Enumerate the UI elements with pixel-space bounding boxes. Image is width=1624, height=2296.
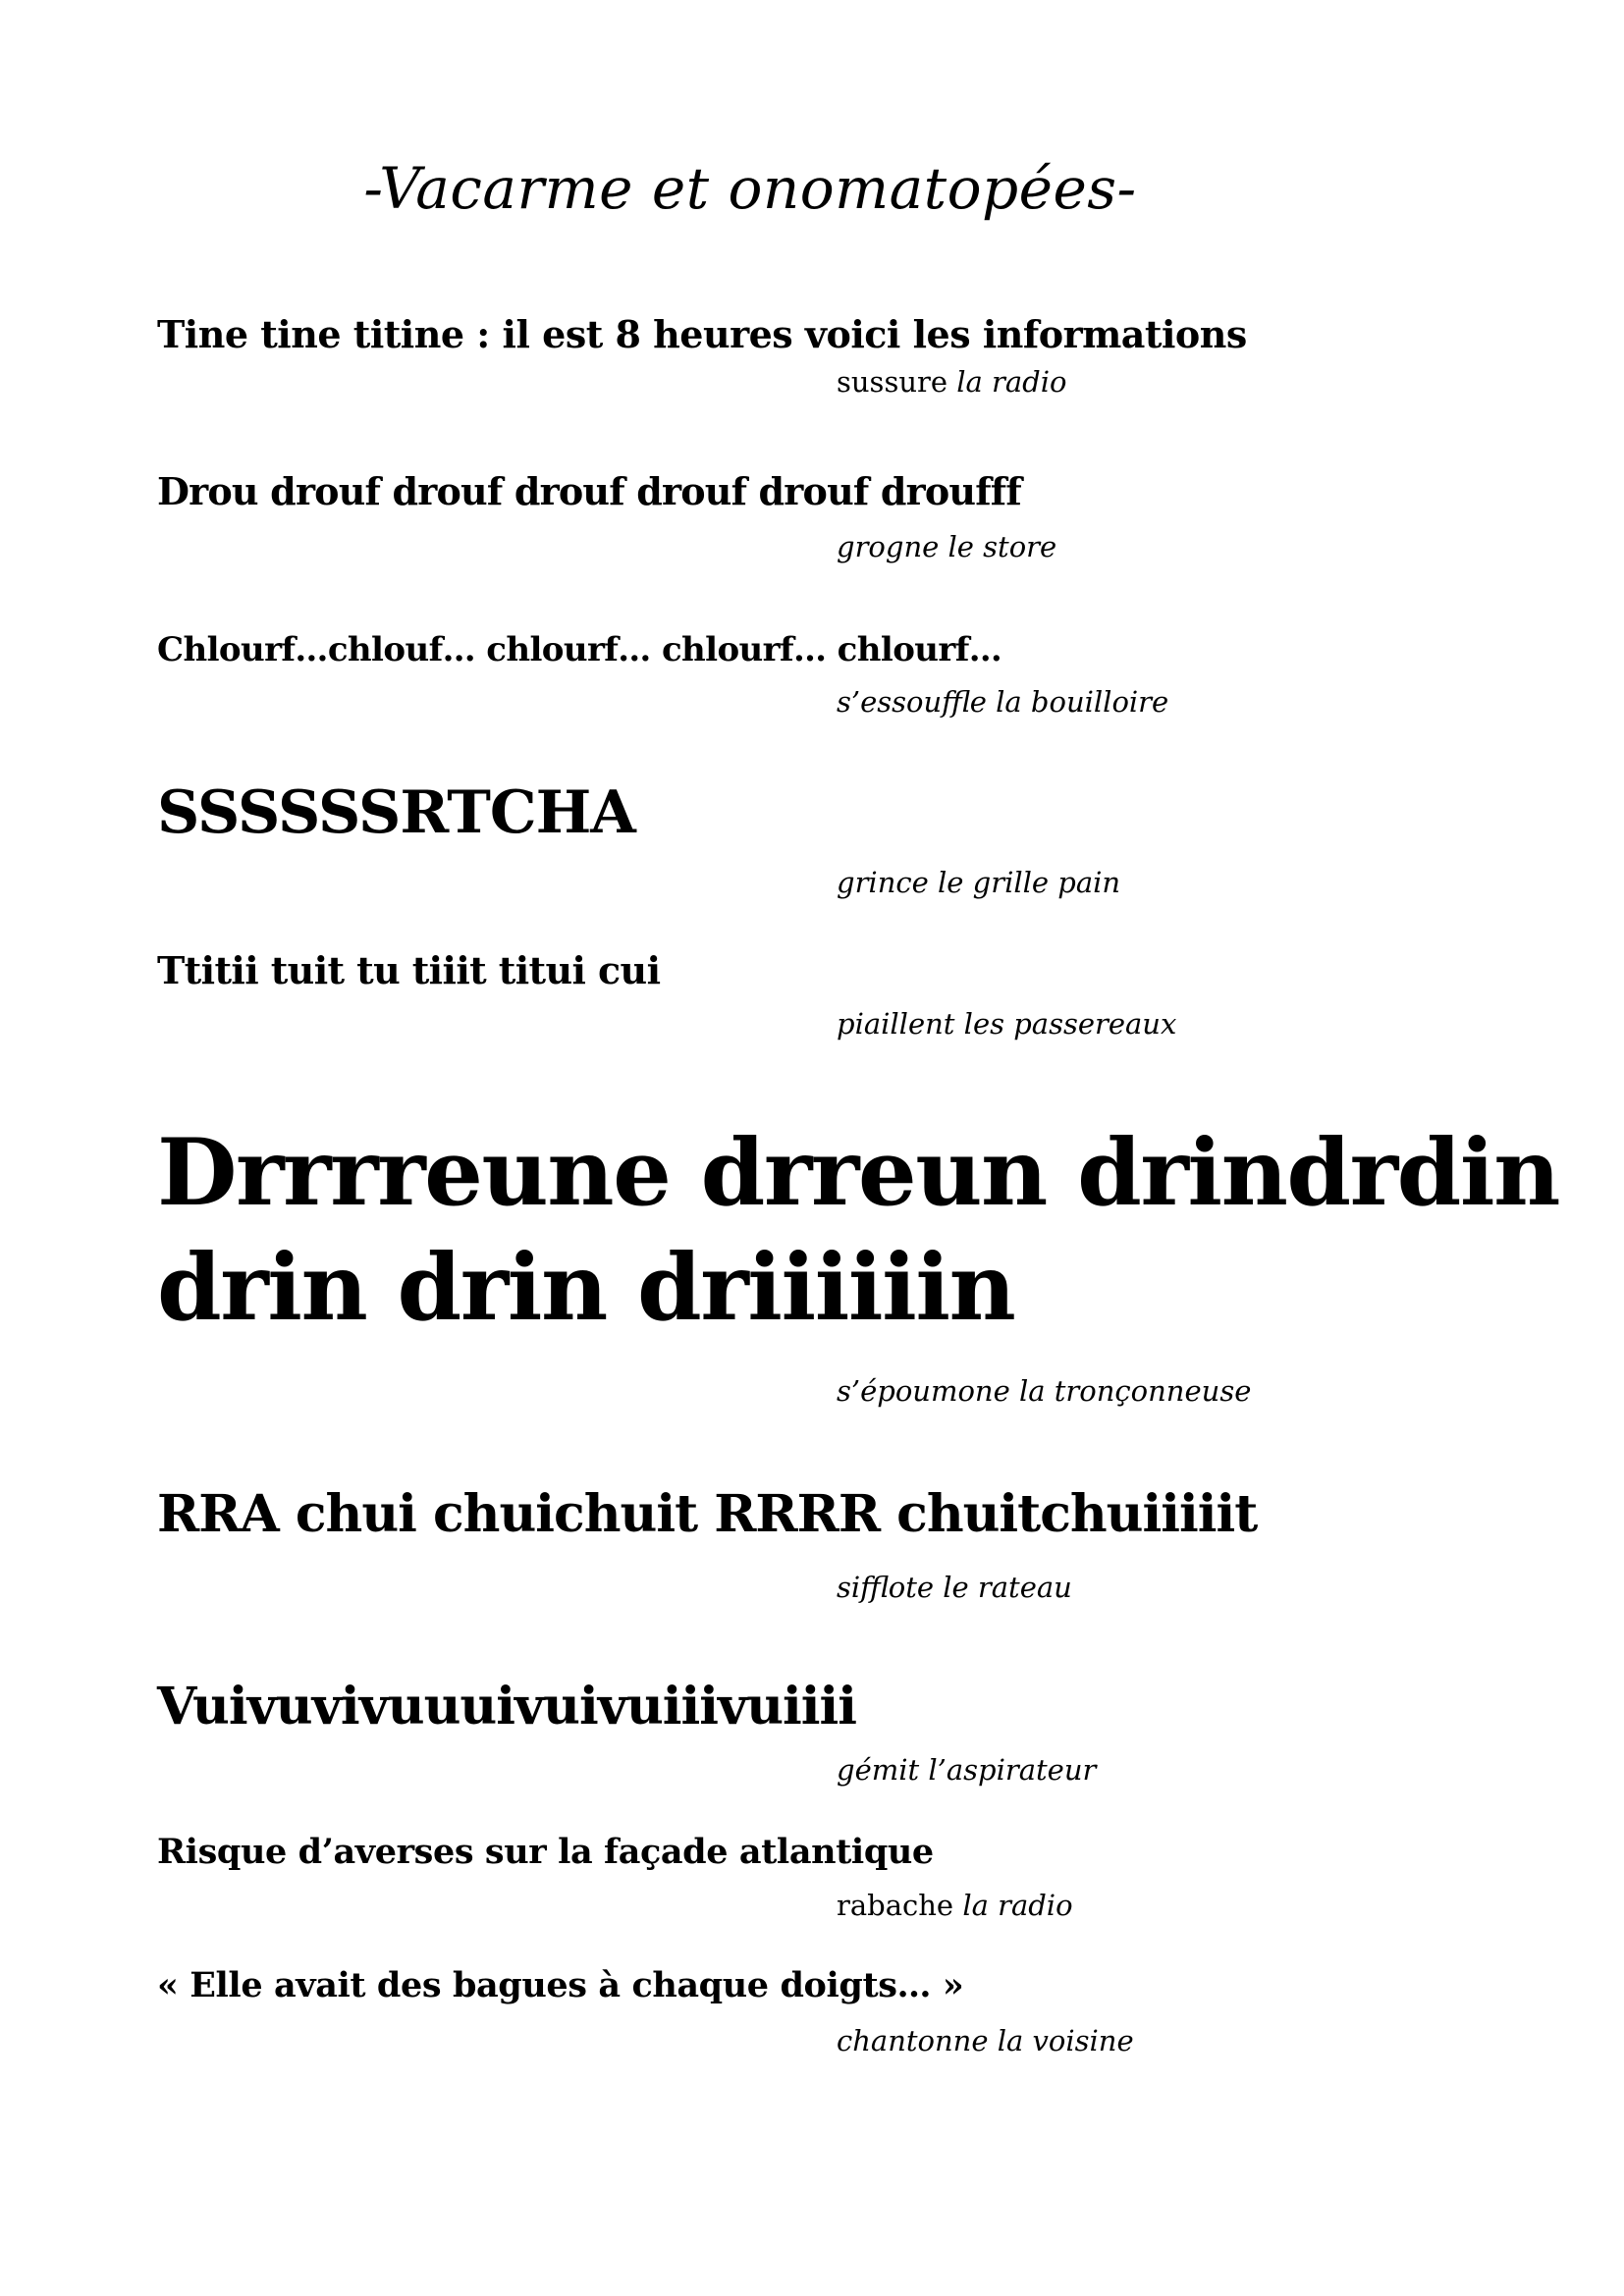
onomatopoeia-radio-1: Tine tine titine : il est 8 heures voici les informations bbox=[157, 312, 1247, 356]
attribution-subject: la bouilloire bbox=[996, 685, 1169, 719]
attribution-verb: gémit bbox=[837, 1753, 920, 1787]
attribution-verb: grogne bbox=[837, 530, 940, 563]
attribution-verb: sussure bbox=[837, 365, 948, 399]
attribution-subject: le grille pain bbox=[938, 866, 1121, 899]
attribution-2 bbox=[837, 530, 1056, 563]
attribution-8 bbox=[837, 1753, 1096, 1787]
attribution-verb: rabache bbox=[837, 1889, 954, 1922]
attribution-verb: grince bbox=[837, 866, 929, 899]
onomatopoeia-line-1: Drrrreune drreun drindrdin bbox=[157, 1119, 1559, 1227]
onomatopoeia-line-2: drin drin driiiiiin bbox=[157, 1234, 1015, 1342]
onomatopoeia-tronconneuse bbox=[157, 1116, 1559, 1346]
page-title: -Vacarme et onomatopées- bbox=[363, 155, 1137, 222]
onomatopoeia-aspirateur: Vuivuvivuuuivuivuiiivuiiii bbox=[157, 1677, 857, 1736]
onomatopoeia-rateau: RRA chui chuichuit RRRR chuitchuiiiiit bbox=[157, 1484, 1258, 1544]
attribution-subject: les passereaux bbox=[963, 1007, 1177, 1041]
attribution-5 bbox=[837, 1007, 1176, 1041]
attribution-6 bbox=[837, 1374, 1251, 1408]
attribution-subject: la voisine bbox=[997, 2024, 1134, 2057]
attribution-verb: sifflote bbox=[837, 1571, 935, 1604]
attribution-1 bbox=[837, 365, 1066, 399]
attribution-4 bbox=[837, 866, 1120, 899]
attribution-verb: chantonne bbox=[837, 2024, 989, 2057]
attribution-subject: la radio bbox=[956, 365, 1067, 399]
onomatopoeia-voisine: « Elle avait des bagues à chaque doigts… » bbox=[157, 1965, 964, 2005]
attribution-subject: le rateau bbox=[943, 1571, 1072, 1604]
attribution-subject: le store bbox=[947, 530, 1057, 563]
attribution-3 bbox=[837, 685, 1168, 719]
onomatopoeia-bouilloire: Chlourf…chlouf… chlourf… chlourf… chlourf… bbox=[157, 630, 1002, 669]
attribution-subject: la tronçonneuse bbox=[1018, 1374, 1252, 1408]
attribution-verb: piaillent bbox=[837, 1007, 955, 1041]
attribution-7 bbox=[837, 1571, 1072, 1604]
onomatopoeia-grille-pain: SSSSSSRTCHA bbox=[157, 778, 635, 847]
attribution-10 bbox=[837, 2024, 1134, 2057]
onomatopoeia-radio-2: Risque d’averses sur la façade atlantique bbox=[157, 1832, 934, 1872]
attribution-subject: l’aspirateur bbox=[928, 1753, 1097, 1787]
attribution-9 bbox=[837, 1889, 1073, 1922]
onomatopoeia-passereaux: Ttitii tuit tu tiiit titui cui bbox=[157, 948, 661, 992]
onomatopoeia-store: Drou drouf drouf drouf drouf drouf droufff bbox=[157, 469, 1021, 513]
attribution-verb: s’essouffle bbox=[837, 685, 987, 719]
attribution-subject: la radio bbox=[962, 1889, 1073, 1922]
attribution-verb: s’époumone bbox=[837, 1374, 1010, 1408]
